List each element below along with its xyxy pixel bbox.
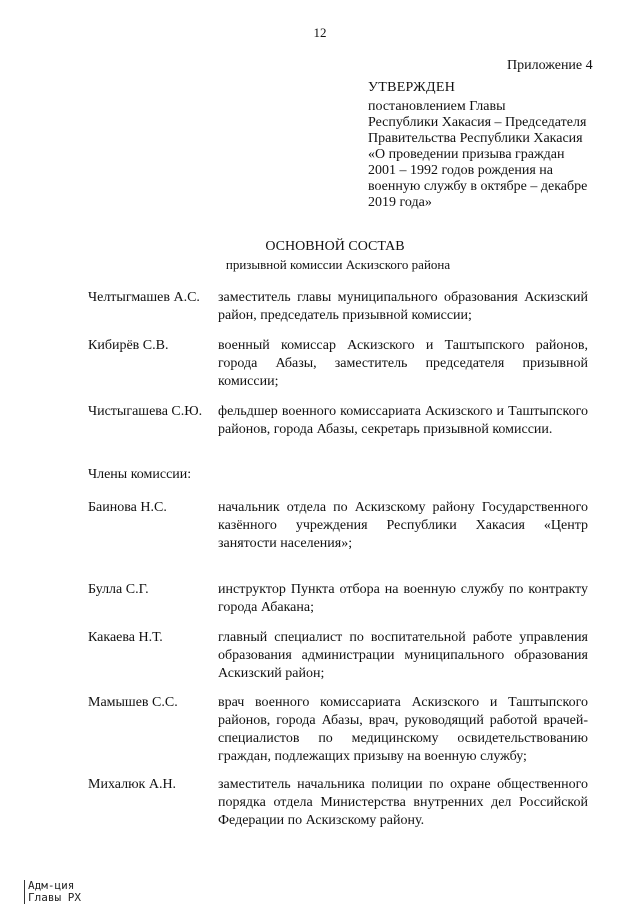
member-name: Челтыгмашев А.С. [88,290,200,305]
document-subtitle: призывной комиссии Аскизского района [225,257,451,272]
approval-line: «О проведении призыва граждан [368,147,565,162]
member-role: инструктор Пункта отбора на военную службу по контракту города Абакана; [218,582,588,615]
approval-line: Республики Хакасия – Председателя [368,115,587,130]
member-name: Булла С.Г. [88,582,149,597]
stamp-line: Адм-ция [28,879,75,892]
member-role: фельдшер военного комиссариата Аскизского и Таштыпского районов, города Абазы, секретарь призывной комиссии. [218,404,588,437]
approval-line: военную службу в октябре – декабре [368,179,588,194]
member-role: главный специалист по воспитательной работе управления образования администрации муниципального образования Аскизский район; [218,630,588,681]
approval-line: Правительства Республики Хакасия [368,131,583,146]
stamp-line: Главы РХ [28,891,81,904]
member-role: заместитель главы муниципального образования Аскизский район, председатель призывной комиссии; [218,290,588,323]
member-role: начальник отдела по Аскизскому району Государственного казённого учреждения Республики Хакасия «Центр занятости населения»; [218,500,588,551]
registration-stamp [24,880,81,904]
member-role: заместитель начальника полиции по охране общественного порядка отдела Министерства внутренних дел Российской Федерации по Аскизскому району. [218,777,588,828]
approval-line: 2019 года» [368,195,432,210]
approval-line: 2001 – 1992 годов рождения на [368,163,554,178]
members-heading: Члены комиссии: [88,467,192,482]
appendix-label: Приложение 4 [507,58,593,73]
approval-block [368,80,604,211]
approval-line: постановлением Главы [368,99,506,114]
page-number: 12 [313,25,327,40]
approval-heading: УТВЕРЖДЕН [368,80,456,95]
member-name: Мамышев С.С. [88,695,178,710]
member-name: Баинова Н.С. [88,500,167,515]
member-role: военный комиссар Аскизского и Таштыпского районов, города Абазы, заместитель председателя призывной комиссии; [218,338,588,389]
document-title: ОСНОВНОЙ СОСТАВ [265,239,405,254]
member-name: Михалюк А.Н. [88,777,177,792]
member-name: Кибирёв С.В. [88,338,169,353]
member-name: Чистыгашева С.Ю. [88,404,203,419]
member-role: врач военного комиссариата Аскизского и Таштыпского районов, города Абазы, врач, руководящий работой врачей-специалистов по медицинскому освидетельствованию граждан, подлежащих призыву на военную службу; [218,695,588,764]
member-name: Какаева Н.Т. [88,630,163,645]
